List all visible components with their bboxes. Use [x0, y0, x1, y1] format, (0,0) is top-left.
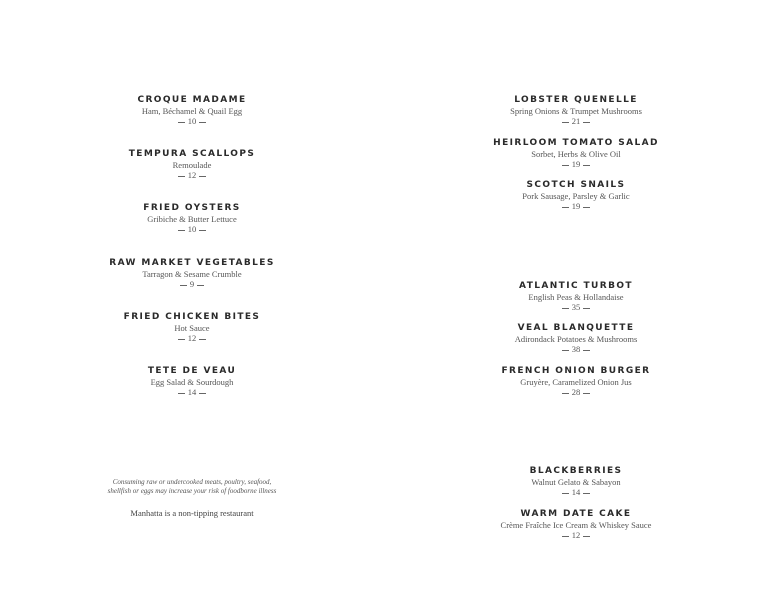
menu-item-description: Walnut Gelato & Sabayon — [531, 477, 621, 487]
menu-item-name: SCOTCH SNAILS — [526, 180, 626, 190]
menu-item-name: FRENCH ONION BURGER — [501, 366, 651, 376]
menu-item-price: 21 — [384, 116, 768, 126]
menu-item-name: RAW MARKET VEGETABLES — [109, 258, 275, 268]
menu-item-price: 28 — [384, 387, 768, 397]
menu-item-name: BLACKBERRIES — [529, 466, 623, 476]
menu-right-column — [384, 0, 768, 594]
menu-item-price: 14 — [0, 387, 384, 397]
menu-item — [384, 180, 768, 211]
menu-item — [0, 95, 384, 126]
disclaimer-line: shellfish or eggs may increase your risk of foodborne illness — [107, 487, 277, 495]
menu-item-description: Pork Sausage, Parsley & Garlic — [522, 191, 630, 201]
menu-item-price: 38 — [384, 344, 768, 354]
menu-item — [384, 138, 768, 169]
menu-item-name: ATLANTIC TURBOT — [519, 281, 633, 291]
menu-item-name: WARM DATE CAKE — [520, 509, 632, 519]
menu-item-description: Adirondack Potatoes & Mushrooms — [514, 334, 638, 344]
menu-item-price: 10 — [0, 224, 384, 234]
menu-item-description: Hot Sauce — [174, 323, 210, 333]
menu-item-description: Crème Fraîche Ice Cream & Whiskey Sauce — [500, 520, 652, 530]
menu-item — [0, 149, 384, 180]
menu-item-name: CROQUE MADAME — [137, 95, 247, 105]
menu-item-description: Spring Onions & Trumpet Mushrooms — [510, 106, 642, 116]
menu-item-name: TEMPURA SCALLOPS — [128, 149, 256, 159]
menu-item — [384, 466, 768, 497]
menu-item — [0, 366, 384, 397]
menu-item-description: English Peas & Hollandaise — [528, 292, 624, 302]
menu-item-name: HEIRLOOM TOMATO SALAD — [493, 138, 659, 148]
menu-item-price: 12 — [0, 333, 384, 343]
menu-item-price: 12 — [384, 530, 768, 540]
menu-item-price: 10 — [0, 116, 384, 126]
menu-item — [384, 281, 768, 312]
menu-item-description: Egg Salad & Sourdough — [150, 377, 234, 387]
menu-item — [0, 312, 384, 343]
menu-item — [384, 323, 768, 354]
menu-item-description: Tarragon & Sesame Crumble — [142, 269, 242, 279]
food-safety-disclaimer — [0, 478, 384, 496]
menu-item-price: 14 — [384, 487, 768, 497]
menu-item-price: 19 — [384, 201, 768, 211]
non-tipping-note: Manhatta is a non-tipping restaurant — [130, 508, 254, 518]
menu-item-name: LOBSTER QUENELLE — [514, 95, 638, 105]
menu-item-description: Ham, Béchamel & Quail Egg — [141, 106, 243, 116]
menu-item-name: TETE DE VEAU — [147, 366, 237, 376]
menu-item-description: Sorbet, Herbs & Olive Oil — [531, 149, 621, 159]
menu-item-description: Gribiche & Butter Lettuce — [147, 214, 237, 224]
menu-item — [384, 509, 768, 540]
menu-item-description: Gruyère, Caramelized Onion Jus — [520, 377, 632, 387]
menu-item — [0, 258, 384, 289]
menu-item — [0, 203, 384, 234]
menu-item — [384, 366, 768, 397]
menu-item — [384, 95, 768, 126]
menu-item-price: 19 — [384, 159, 768, 169]
menu-item-name: FRIED OYSTERS — [143, 203, 241, 213]
menu-item-price: 9 — [0, 279, 384, 289]
menu-item-name: FRIED CHICKEN BITES — [123, 312, 261, 322]
menu-item-price: 35 — [384, 302, 768, 312]
menu-item-name: VEAL BLANQUETTE — [517, 323, 635, 333]
disclaimer-line: Consuming raw or undercooked meats, poultry, seafood, — [112, 478, 272, 486]
menu-item-price: 12 — [0, 170, 384, 180]
menu-item-description: Remoulade — [172, 160, 212, 170]
